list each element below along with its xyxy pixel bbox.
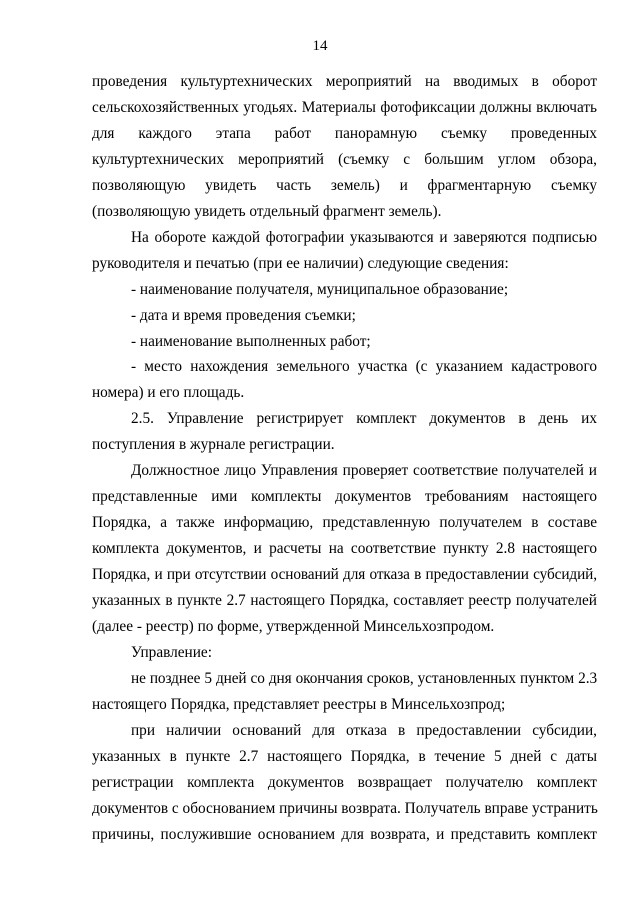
text-line: поступления в журнале регистрации. — [92, 436, 335, 453]
text-line: причины, послужившие основанием для возврата, и представить комплект — [92, 826, 597, 843]
text-line: сельскохозяйственных угодьях. Материалы фотофиксации должны включать — [92, 99, 597, 116]
text-line: - дата и время проведения съемки; — [131, 307, 356, 324]
page-number: 14 — [312, 38, 328, 54]
text-line: настоящего Порядка, представляет реестры в Минсельхозпрод; — [92, 696, 506, 713]
text-line: культуртехнических мероприятий (съемку с большим углом обзора, — [92, 151, 597, 168]
text-line: указанных в пункте 2.7 настоящего Порядка, составляет реестр получателей — [92, 592, 597, 609]
text-line: указанных в пункте 2.7 настоящего Порядка, в течение 5 дней с даты — [92, 748, 597, 765]
text-line: комплекта документов, и расчеты на соответствие пункту 2.8 настоящего — [92, 540, 597, 557]
text-line: не позднее 5 дней со дня окончания сроков, установленных пунктом 2.3 — [131, 670, 597, 687]
text-line: при наличии оснований для отказа в предоставлении субсидии, — [131, 722, 597, 739]
text-line: проведения культуртехнических мероприятий на вводимых в оборот — [92, 73, 597, 90]
text-line: представленные ими комплекты документов требованиям настоящего — [92, 488, 597, 505]
text-line: На обороте каждой фотографии указываются и заверяются подписью — [131, 229, 597, 246]
text-line: - место нахождения земельного участка (с указанием кадастрового — [131, 358, 597, 375]
text-line: 2.5. Управление регистрирует комплект документов в день их — [131, 410, 597, 427]
text-line: Порядка, и при отсутствии оснований для отказа в предоставлении субсидий, — [92, 566, 597, 583]
text-line: позволяющую увидеть часть земель) и фрагментарную съемку — [92, 177, 597, 194]
text-line: Порядка, а также информацию, представленную получателем в составе — [92, 514, 597, 531]
text-line: Должностное лицо Управления проверяет соответствие получателей и — [131, 462, 597, 479]
text-line: (позволяющую увидеть отдельный фрагмент земель). — [92, 203, 442, 220]
text-line: - наименование выполненных работ; — [131, 333, 371, 350]
text-line: регистрации комплекта документов возвращает получателю комплект — [92, 774, 597, 791]
text-line: номера) и его площадь. — [92, 384, 245, 401]
text-line: для каждого этапа работ панорамную съемку проведенных — [92, 125, 597, 142]
text-line: руководителя и печатью (при ее наличии) следующие сведения: — [92, 255, 509, 272]
text-line: - наименование получателя, муниципальное образование; — [131, 281, 509, 298]
text-line: документов с обоснованием причины возврата. Получатель вправе устранить — [92, 800, 598, 817]
text-line: Управление: — [131, 644, 212, 661]
text-line: (далее - реестр) по форме, утвержденной Минсельхозпродом. — [92, 618, 495, 635]
